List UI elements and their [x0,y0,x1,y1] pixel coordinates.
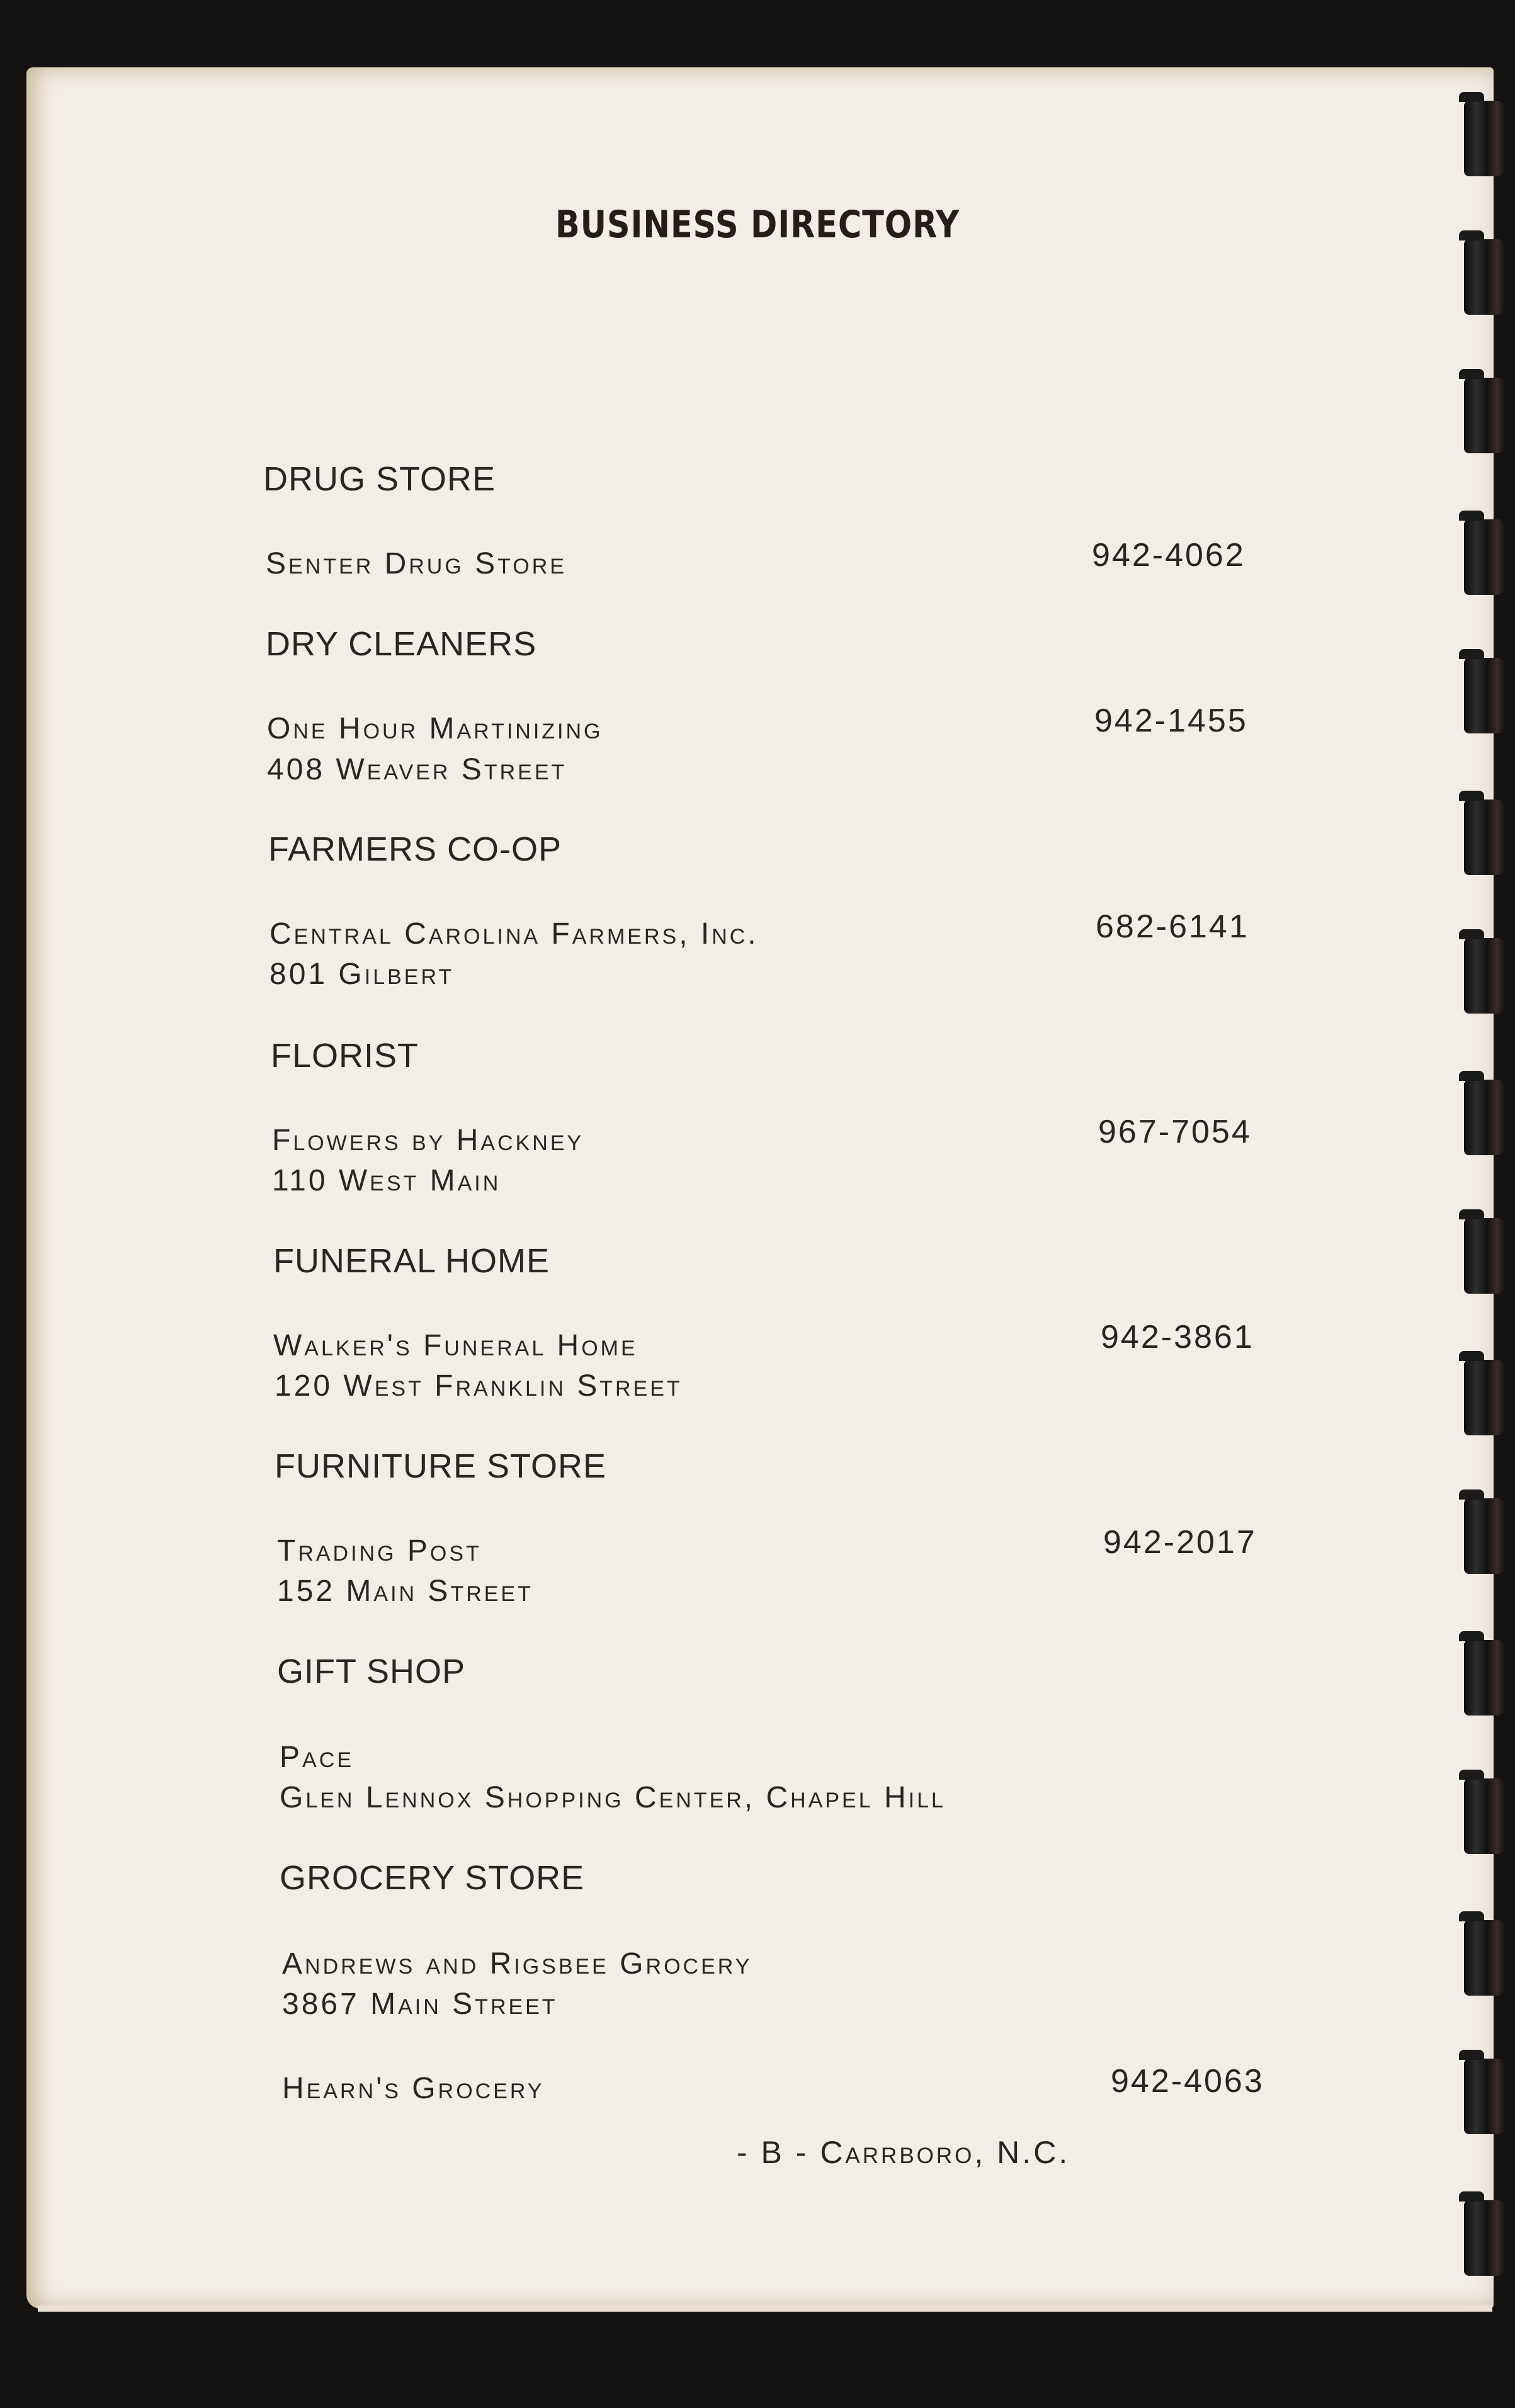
listing-name: Trading Post [277,1534,482,1568]
binding-ring [1464,658,1506,733]
directory-page [26,67,1494,2309]
binding-ring [1464,2059,1506,2134]
category-heading: GROCERY STORE [280,1859,585,1897]
category-heading: GIFT SHOP [277,1653,466,1690]
listing-name: Pace [280,1741,354,1774]
listing-address: 110 West Main [272,1164,501,1197]
binding-ring [1464,519,1506,595]
listing-phone: 942-4063 [1111,2063,1264,2100]
listing-name: Senter Drug Store [266,547,567,580]
binding-ring [1464,1080,1506,1155]
listing-phone: 942-4062 [1092,537,1245,574]
category-heading: FUNERAL HOME [273,1242,550,1280]
binding-ring [1464,1498,1506,1574]
binding-ring [1464,1360,1506,1435]
binding-ring [1464,1778,1506,1854]
listing-name: Flowers by Hackney [272,1124,584,1157]
binding-ring [1464,1920,1506,1996]
listing-phone: 942-3861 [1101,1319,1254,1355]
binding-ring [1464,239,1506,315]
binding-ring [1464,800,1506,875]
binding-ring [1464,1640,1506,1716]
listing-phone: 942-1455 [1094,703,1248,739]
category-heading: DRY CLEANERS [266,625,537,663]
binding-ring [1464,101,1506,176]
page-bottom-edge [38,2305,1492,2312]
listing-address: 120 West Franklin Street [275,1369,683,1403]
listing-phone: 942-2017 [1103,1524,1257,1561]
listing-phone: 682-6141 [1096,908,1249,945]
listing-address: 801 Gilbert [270,958,455,991]
listing-address: 408 Weaver Street [267,753,567,786]
listing-address: 3867 Main Street [282,1987,558,2021]
listing-name: One Hour Martinizing [267,712,603,745]
page-footer: - B - Carrboro, N.C. [737,2135,1070,2170]
binding-ring [1464,938,1506,1014]
listing-name: Central Carolina Farmers, Inc. [270,917,759,951]
category-heading: FURNITURE STORE [275,1447,607,1485]
listing-name: Hearn's Grocery [282,2072,545,2105]
binding-ring [1464,378,1506,453]
listing-name: Walker's Funeral Home [273,1329,638,1362]
category-heading: FARMERS CO-OP [268,830,562,868]
listing-address: 152 Main Street [277,1574,533,1608]
listing-name: Andrews and Rigsbee Grocery [282,1947,752,1981]
binding-ring [1464,1218,1506,1294]
listing-address: Glen Lennox Shopping Center, Chapel Hill [280,1781,946,1814]
page-title: BUSINESS DIRECTORY [555,203,960,247]
listing-phone: 967-7054 [1098,1114,1252,1150]
category-heading: FLORIST [271,1037,419,1075]
binding-ring [1464,2200,1506,2276]
category-heading: DRUG STORE [263,460,496,498]
